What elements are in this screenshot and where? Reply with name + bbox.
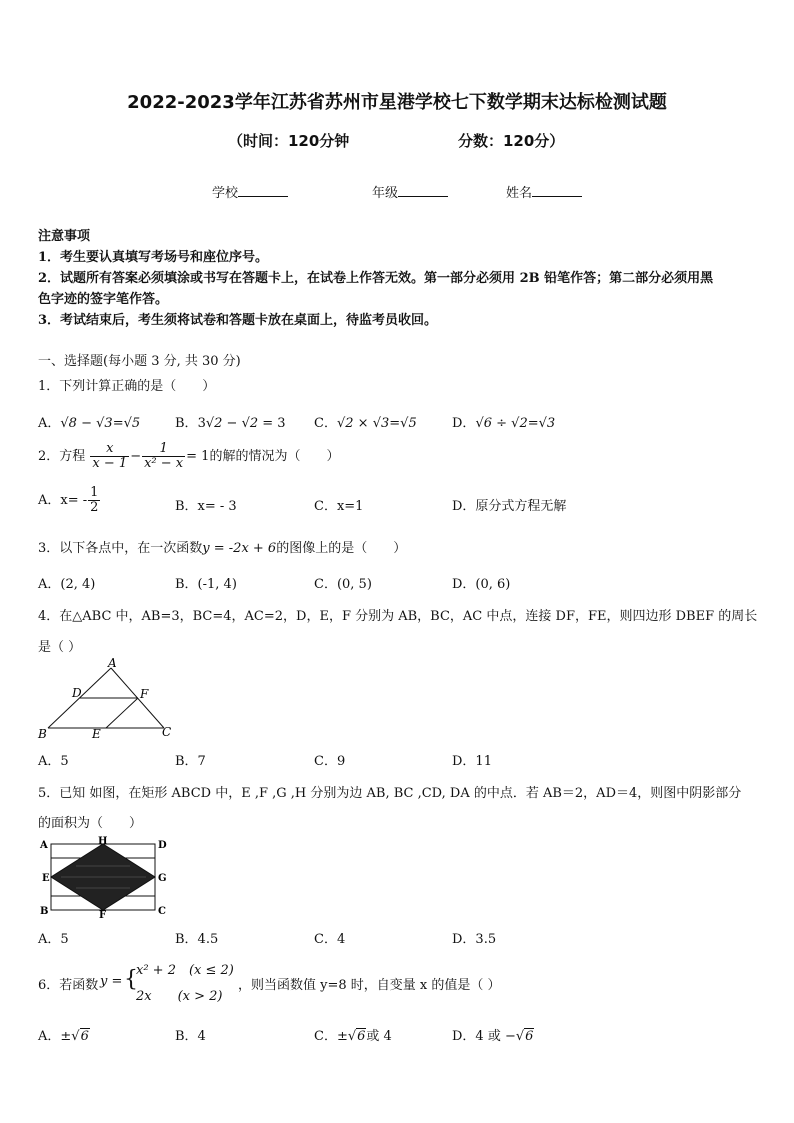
label-f: F — [99, 910, 107, 918]
label-c: C — [158, 906, 166, 917]
grade-blank — [398, 184, 448, 197]
q5-option-a: A．5 — [38, 932, 69, 947]
segment-fe — [106, 698, 138, 728]
label-a: A — [108, 658, 117, 670]
school-blank — [238, 184, 288, 197]
label-h: H — [98, 836, 108, 847]
notice-item: 1．考生要认真填写考场号和座位序号。 — [38, 250, 269, 265]
q2-option-a: A．x= - $\frac{1}{2}$ — [38, 485, 99, 515]
label-b: B — [38, 727, 47, 741]
exam-score: 分数：120分） — [458, 132, 565, 150]
label-d: D — [72, 686, 82, 700]
page-title: 2022-2023学年江苏省苏州市星港学校七下数学期末达标检测试题 — [127, 92, 667, 113]
q4-stem: 4．在△ABC 中，AB=3，BC=4，AC=2，D，E，F 分别为 AB，BC，AC 中点，连接 DF，FE，则四边形 DBEF 的周长 — [38, 609, 758, 624]
school-field — [212, 182, 288, 201]
q1-option-c: C．√2 × √3=√5 — [314, 416, 417, 431]
q6-option-b: B．4 — [175, 1029, 206, 1044]
notice-item: 色字迹的签字笔作答。 — [38, 292, 169, 307]
q3-option-b: B．(-1, 4) — [175, 577, 237, 592]
q6-case-1: x² + 2 (x ≤ 2) — [136, 963, 234, 978]
fraction: $\frac{1}{2}$ — [90, 485, 99, 515]
label-e: E — [92, 727, 101, 741]
q5-rectangle-figure — [36, 836, 171, 918]
q6-stem-post: ，则当函数值 y=8 时，自变量 x 的值是（ ） — [238, 978, 501, 993]
q4-option-b: B．7 — [175, 754, 206, 769]
section-heading: 一、选择题(每小题 3 分, 共 30 分) — [38, 354, 241, 369]
q3-option-d: D．(0, 6) — [452, 577, 511, 592]
name-blank — [532, 184, 582, 197]
q2-option-d: D．原分式方程无解 — [452, 499, 567, 514]
school-label: 学校 — [212, 186, 239, 201]
q3-option-a: A．(2, 4) — [38, 577, 96, 592]
q4-option-a: A．5 — [38, 754, 69, 769]
label-e: E — [42, 873, 50, 884]
q2-stem: 2．方程 $\frac{x}{x - 1}$ − $\frac{1}{\text{x² − x}}$ = 1的解的情况为（ ） — [38, 441, 340, 471]
q6-y: y = — [100, 974, 123, 989]
label-f: F — [140, 687, 149, 701]
q4-triangle-figure — [36, 658, 176, 742]
name-field — [506, 182, 582, 201]
name-label: 姓名 — [506, 186, 533, 201]
q6-option-a: A．±√6 — [38, 1029, 89, 1044]
q1-option-b: B．3√2 − √2 = 3 — [175, 416, 286, 431]
q2-option-c: C．x=1 — [314, 499, 364, 514]
grade-field — [372, 182, 448, 201]
q3-option-c: C．(0, 5) — [314, 577, 372, 592]
q1-option-a: A．√8 − √3=√5 — [38, 416, 141, 431]
label-a: A — [40, 840, 48, 851]
q1-option-d: D．√6 ÷ √2=√3 — [452, 416, 556, 431]
fraction: $\frac{x}{x - 1}$ — [92, 441, 128, 471]
label-g: G — [158, 873, 167, 884]
q1-stem: 1．下列计算正确的是（ ） — [38, 379, 216, 394]
q3-stem: 3．以下各点中，在一次函数y = -2x + 6的图像上的是（ ） — [38, 541, 407, 556]
q2-option-b: B．x= - 3 — [175, 499, 237, 514]
q4-option-c: C．9 — [314, 754, 346, 769]
q4-option-d: D．11 — [452, 754, 492, 769]
q5-option-b: B．4.5 — [175, 932, 219, 947]
notice-heading: 注意事项 — [38, 229, 91, 244]
q6-option-c: C．±√6或 4 — [314, 1029, 392, 1044]
q6-stem-pre: 6．若函数 — [38, 978, 99, 993]
notice-item: 3．考试结束后，考生须将试卷和答题卡放在桌面上，待监考员收回。 — [38, 313, 438, 328]
q5-option-c: C．4 — [314, 932, 346, 947]
label-c: C — [162, 725, 172, 739]
notice-item: 2．试题所有答案必须填涂或书写在答题卡上，在试卷上作答无效。第一部分必须用 2B 铅笔作答；第二部分必须用黑 — [38, 271, 714, 286]
left-brace: { — [124, 967, 138, 992]
label-b: B — [40, 906, 49, 917]
q5-option-d: D．3.5 — [452, 932, 497, 947]
label-d: D — [158, 840, 167, 851]
grade-label: 年级 — [372, 186, 399, 201]
exam-time: （时间：120分钟 — [228, 132, 350, 150]
fraction: $\frac{1}{\text{x² − x}}$ — [144, 441, 184, 471]
q6-option-d: D．4 或 −√6 — [452, 1029, 534, 1044]
q5-stem-cont: 的面积为（ ） — [38, 816, 143, 831]
q5-stem: 5．已知 如图，在矩形 ABCD 中，E ,F ,G ,H 分别为边 AB, BC ,CD, DA 的中点．若 AB＝2，AD＝4，则图中阴影部分 — [38, 786, 742, 801]
q4-stem-cont: 是（ ） — [38, 640, 82, 655]
q6-case-2: 2x (x > 2) — [136, 989, 223, 1004]
